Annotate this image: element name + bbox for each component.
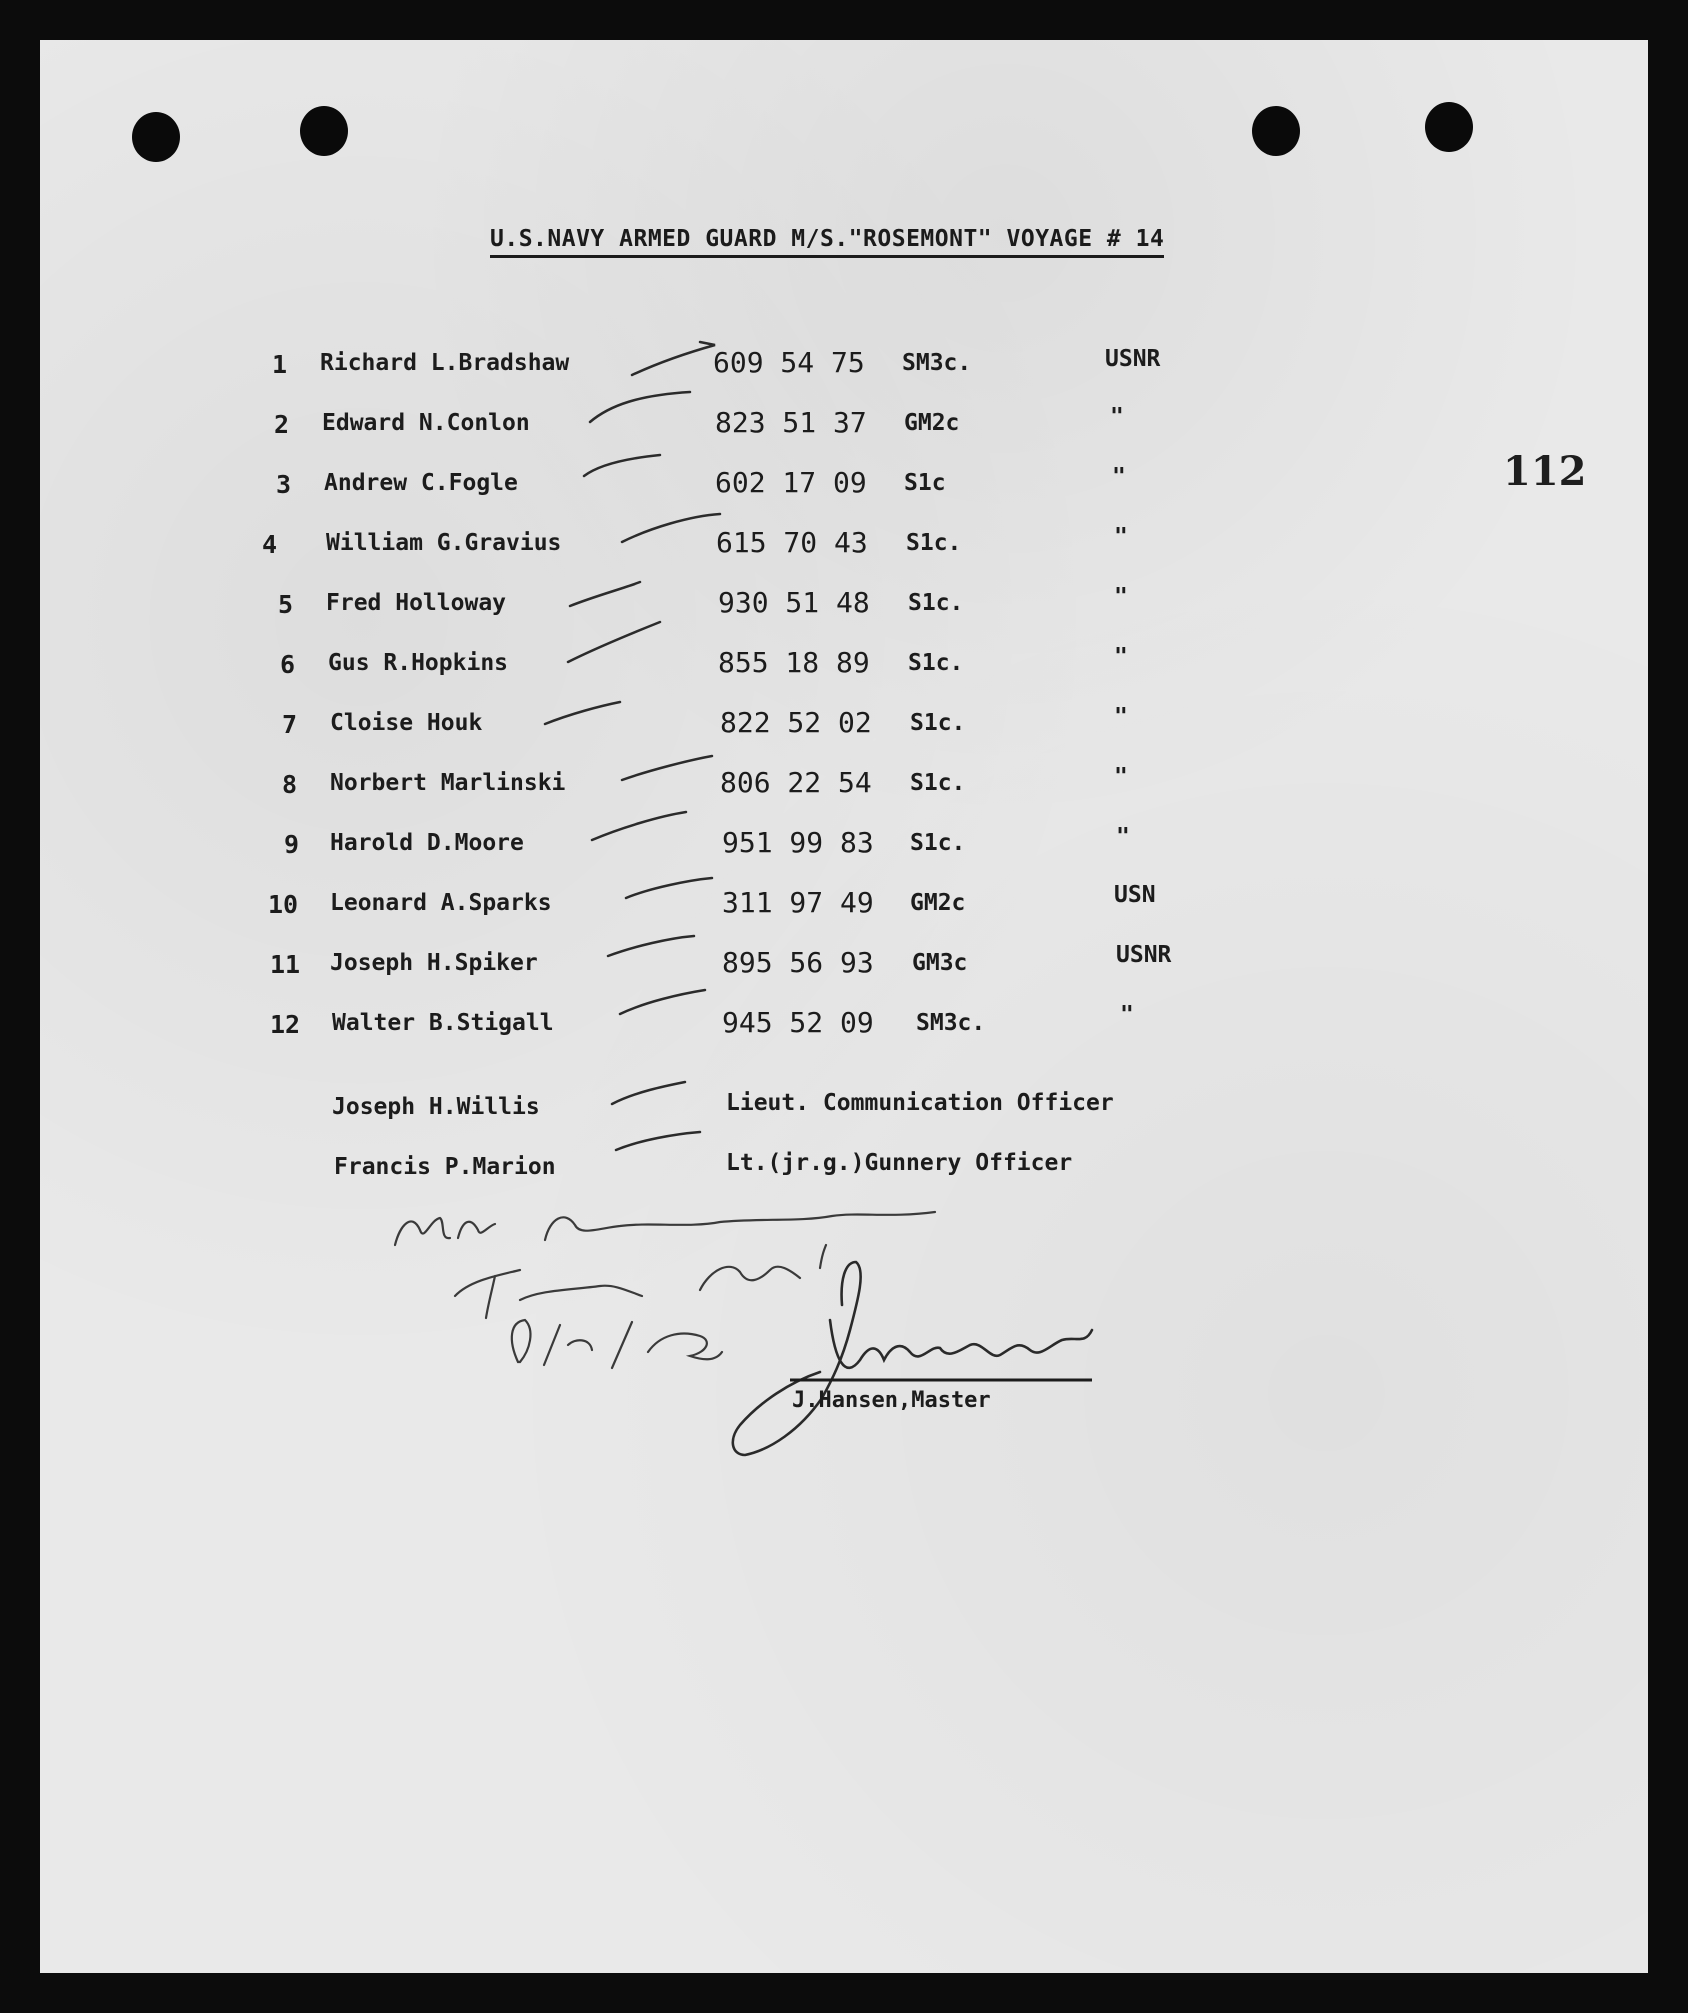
check-mark: [590, 392, 690, 422]
row-number: 6: [280, 650, 296, 679]
service-number: 609 54 75: [713, 346, 865, 379]
crew-branch: ": [1114, 584, 1128, 610]
check-mark: [584, 455, 660, 476]
check-mark: [622, 514, 720, 542]
crew-name: Fred Holloway: [326, 590, 507, 616]
crew-branch: ": [1114, 524, 1128, 550]
service-number: 895 56 93: [722, 946, 874, 979]
crew-branch: ": [1114, 764, 1128, 790]
row-number: 1: [272, 350, 288, 379]
master-label: J.Hansen,Master: [792, 1388, 991, 1413]
crew-rate: GM2c: [904, 410, 960, 436]
service-number: 311 97 49: [722, 886, 874, 919]
master-signature: [733, 1262, 1092, 1455]
crew-name: Leonard A.Sparks: [330, 890, 552, 916]
crew-name: Edward N.Conlon: [322, 410, 530, 436]
crew-branch: ": [1116, 824, 1130, 850]
crew-rate: S1c.: [910, 830, 966, 856]
crew-branch: ": [1120, 1002, 1134, 1028]
crew-rate: SM3c.: [916, 1010, 986, 1036]
crew-rate: S1c.: [910, 770, 966, 796]
crew-name: William G.Gravius: [326, 530, 562, 556]
crew-name: Gus R.Hopkins: [328, 650, 509, 676]
crew-rate: S1c.: [908, 650, 964, 676]
page-number: 112: [1503, 448, 1587, 495]
check-mark: [592, 812, 686, 840]
check-mark: [620, 990, 705, 1014]
check-mark: [632, 342, 715, 375]
crew-rate: S1c: [904, 470, 946, 496]
service-number: 602 17 09: [715, 466, 867, 499]
crew-branch: USN: [1114, 882, 1156, 908]
crew-name: Harold D.Moore: [330, 830, 524, 856]
check-mark: [568, 622, 660, 662]
service-number: 806 22 54: [720, 766, 872, 799]
check-mark: [570, 582, 640, 606]
service-number: 822 52 02: [720, 706, 872, 739]
row-number: 10: [268, 890, 299, 919]
service-number: 855 18 89: [718, 646, 870, 679]
officer-title: Lieut. Communication Officer: [726, 1090, 1114, 1116]
crew-rate: S1c.: [908, 590, 964, 616]
check-mark: [626, 878, 712, 898]
crew-branch: ": [1112, 464, 1126, 490]
crew-branch: ": [1114, 704, 1128, 730]
row-number: 7: [282, 710, 298, 739]
crew-branch: ": [1110, 404, 1124, 430]
inspector-signature: [395, 1212, 935, 1368]
crew-name: Andrew C.Fogle: [324, 470, 518, 496]
row-number: 5: [278, 590, 294, 619]
crew-rate: SM3c.: [902, 350, 972, 376]
row-number: 9: [284, 830, 300, 859]
crew-rate: S1c.: [910, 710, 966, 736]
row-number: 2: [274, 410, 290, 439]
check-mark: [545, 702, 620, 724]
crew-name: Joseph H.Spiker: [330, 950, 538, 976]
service-number: 945 52 09: [722, 1006, 874, 1039]
crew-name: Walter B.Stigall: [332, 1010, 554, 1036]
service-number: 823 51 37: [715, 406, 867, 439]
row-number: 12: [270, 1010, 301, 1039]
crew-name: Cloise Houk: [330, 710, 483, 736]
crew-rate: GM3c: [912, 950, 968, 976]
service-number: 930 51 48: [718, 586, 870, 619]
crew-rate: GM2c: [910, 890, 966, 916]
service-number: 615 70 43: [716, 526, 868, 559]
document-title: U.S.NAVY ARMED GUARD M/S."ROSEMONT" VOYAGE # 14: [490, 226, 1164, 258]
crew-rate: S1c.: [906, 530, 962, 556]
row-number: 3: [276, 470, 292, 499]
officer-name: Joseph H.Willis: [332, 1094, 540, 1120]
crew-branch: USNR: [1116, 942, 1172, 968]
check-mark: [616, 1132, 700, 1150]
check-mark: [622, 756, 712, 780]
check-mark: [612, 1082, 685, 1104]
crew-name: Norbert Marlinski: [330, 770, 566, 796]
crew-branch: ": [1114, 644, 1128, 670]
crew-branch: USNR: [1105, 346, 1161, 372]
officer-title: Lt.(jr.g.)Gunnery Officer: [726, 1150, 1073, 1176]
service-number: 951 99 83: [722, 826, 874, 859]
row-number: 11: [270, 950, 301, 979]
check-mark: [608, 936, 694, 956]
officer-name: Francis P.Marion: [334, 1154, 556, 1180]
row-number: 8: [282, 770, 298, 799]
row-number: 4: [262, 530, 278, 559]
crew-name: Richard L.Bradshaw: [320, 350, 570, 376]
